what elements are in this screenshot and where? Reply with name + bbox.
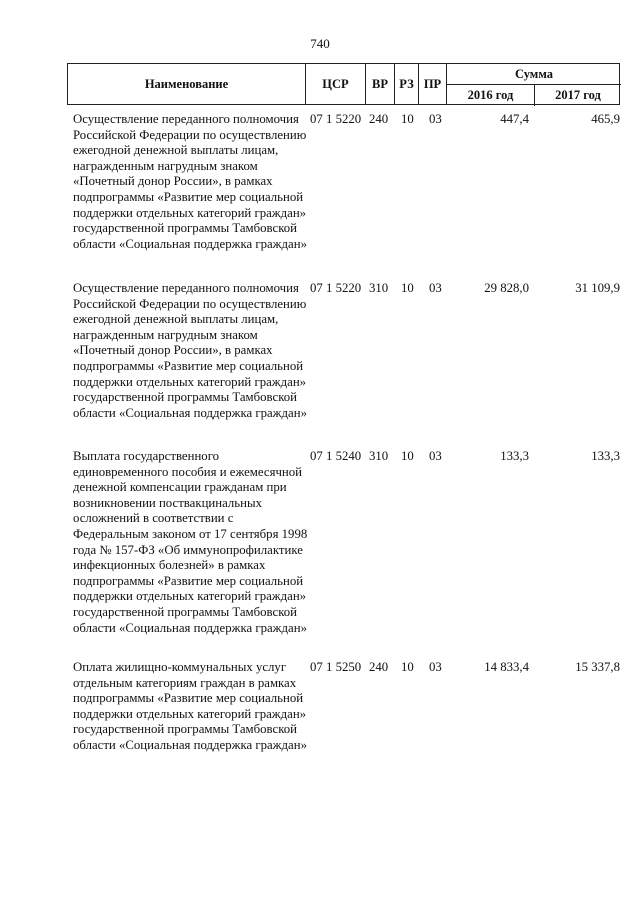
row-sum-2016: 29 828,0 bbox=[484, 281, 529, 295]
header-year-2017: 2017 год bbox=[555, 88, 601, 102]
page-number: 740 bbox=[310, 36, 330, 51]
header-name: Наименование bbox=[68, 64, 306, 104]
row-rz: 10 bbox=[401, 660, 414, 674]
row-csr: 07 1 5220 bbox=[310, 112, 362, 126]
row-vr: 310 bbox=[369, 281, 389, 295]
row-pr: 03 bbox=[429, 112, 442, 126]
row-name: Выплата государственного единовременного пособия и ежемесячной денежной компенсации гражданам при возникновении поствакцинальных осложнений в соответствии с Федеральным законом от 17 сентября 1998 года № 157-ФЗ «Об иммунопрофилактике инфекционных болезней» в рамках подпрограммы «Развитие мер социальной поддержки отдельных категорий граждан» государственной программы Тамбовской области «Социальная поддержка граждан» bbox=[73, 449, 308, 635]
row-vr: 310 bbox=[369, 449, 389, 463]
row-csr: 07 1 5240 bbox=[310, 449, 362, 463]
row-pr: 03 bbox=[429, 660, 442, 674]
row-sum-2017: 31 109,9 bbox=[575, 281, 620, 295]
row-vr: 240 bbox=[369, 660, 389, 674]
row-rz: 10 bbox=[401, 112, 414, 126]
header-sum: Сумма bbox=[447, 64, 621, 85]
row-sum-2017: 465,9 bbox=[591, 112, 620, 126]
row-name: Осуществление переданного полномочия Российской Федерации по осуществлению ежегодной денежной выплаты лицам, награжденным нагрудным знаком «Почетный донор России», в рамках подпрограммы «Развитие мер социальной поддержки отдельных категорий граждан» государственной программы Тамбовской области «Социальная поддержка граждан» bbox=[73, 112, 307, 251]
header-pr: ПР bbox=[419, 64, 447, 104]
row-sum-2016: 133,3 bbox=[500, 449, 529, 463]
row-csr: 07 1 5250 bbox=[310, 660, 362, 674]
row-sum-2016: 14 833,4 bbox=[484, 660, 529, 674]
row-vr: 240 bbox=[369, 112, 389, 126]
header-year-2016: 2016 год bbox=[447, 85, 535, 106]
row-csr: 07 1 5220 bbox=[310, 281, 362, 295]
row-name: Осуществление переданного полномочия Российской Федерации по осуществлению ежегодной денежной выплаты лицам, награжденным нагрудным знаком «Почетный донор России», в рамках подпрограммы «Развитие мер социальной поддержки отдельных категорий граждан» государственной программы Тамбовской области «Социальная поддержка граждан» bbox=[73, 281, 307, 420]
row-rz: 10 bbox=[401, 449, 414, 463]
row-sum-2017: 133,3 bbox=[591, 449, 620, 463]
row-pr: 03 bbox=[429, 281, 442, 295]
header-vr: ВР bbox=[366, 64, 395, 104]
header-rz: РЗ bbox=[395, 64, 419, 104]
row-pr: 03 bbox=[429, 449, 442, 463]
row-rz: 10 bbox=[401, 281, 414, 295]
row-name: Оплата жилищно-коммунальных услуг отдельным категориям граждан в рамках подпрограммы «Развитие мер социальной поддержки отдельных категорий граждан» государственной программы Тамбовской области «Социальная поддержка граждан» bbox=[73, 660, 307, 752]
table-header bbox=[67, 63, 620, 105]
row-sum-2016: 447,4 bbox=[500, 112, 529, 126]
header-csr: ЦСР bbox=[306, 64, 366, 104]
row-sum-2017: 15 337,8 bbox=[575, 660, 620, 674]
